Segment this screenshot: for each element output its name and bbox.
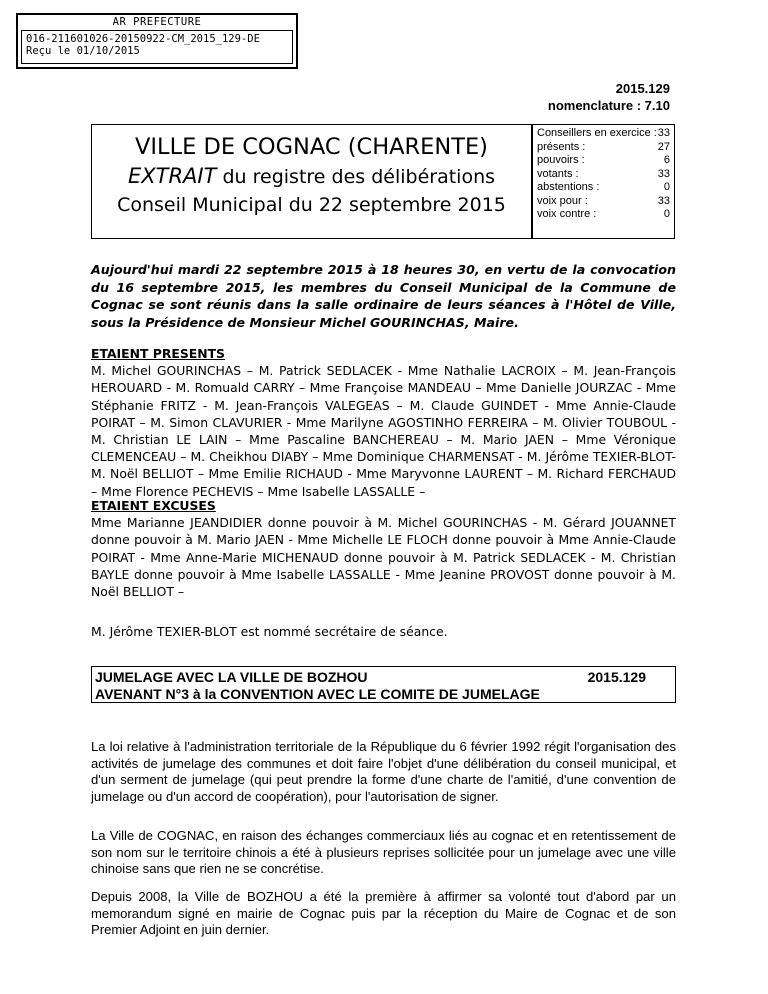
document-title-box: [91, 124, 532, 239]
stat-value: 0: [663, 208, 670, 220]
stat-label: présents :: [537, 140, 586, 153]
stat-label: voix contre :: [537, 208, 597, 220]
body-paragraph: La Ville de COGNAC, en raison des échanges commerciaux liés au cognac et en retentissement de son nom sur le territoire chinois a été à plusieurs reprises sollicitée pour un jumelage avec une ville chinoise sans que rien ne se concrétise.: [91, 828, 676, 876]
stamp-inner-box: [21, 30, 293, 64]
stat-row: [537, 181, 670, 195]
subject-subtitle: AVENANT N°3 à la CONVENTION AVEC LE COMITE DE JUMELAGE: [95, 686, 540, 702]
session-intro: Aujourd'hui mardi 22 septembre 2015 à 18 heures 30, en vertu de la convocation du 16 septembre 2015, les membres du Conseil Municipal de la Commune de Cognac se sont réunis dans la salle ordinaire de leurs séances à l'Hôtel de Ville, sous la Présidence de Monsieur Michel GOURINCHAS, Maire.: [91, 262, 676, 330]
stat-label: votants :: [537, 167, 579, 180]
presents-section: [91, 345, 676, 500]
subject-first-line: [95, 669, 672, 686]
stat-label: abstentions :: [537, 181, 600, 193]
stat-row: [537, 168, 670, 182]
stat-value: 27: [657, 140, 670, 153]
stamp-received-line: Reçu le 01/10/2015: [26, 45, 140, 57]
stat-label: Conseillers en exercice :: [537, 127, 657, 139]
nomenclature: nomenclature : 7.10: [547, 98, 670, 113]
secretaire-line: M. Jérôme TEXIER-BLOT est nommé secrétaire de séance.: [91, 624, 448, 639]
excuses-list: Mme Marianne JEANDIDIER donne pouvoir à M. Michel GOURINCHAS - M. Gérard JOUANNET donne pouvoir à M. Mario JAEN - Mme Michelle LE FLOCH donne pouvoir à Mme Annie-Claude POIRAT - Mme Anne-Marie MICHENAUD donne pouvoir à M. Patrick SEDLACEK - M. Christian BAYLE donne pouvoir à Mme Isabelle LASSALLE - Mme Jeanine PROVOST donne pouvoir à M. Noël BELLIOT –: [91, 515, 676, 600]
stat-row: [537, 127, 670, 141]
stat-value: 0: [663, 181, 670, 193]
stamp-reference-line: 016-211601026-20150922-CM_2015_129-DE: [26, 33, 260, 45]
subject-title: JUMELAGE AVEC LA VILLE DE BOZHOU: [95, 669, 368, 685]
stat-value: 6: [663, 154, 670, 166]
presents-list: M. Michel GOURINCHAS – M. Patrick SEDLACEK - Mme Nathalie LACROIX – M. Jean-François HEROUARD - M. Romuald CARRY – Mme Françoise MANDEAU – Mme Danielle JOURZAC - Mme Stéphanie FRITZ - M. Jean-François VALEGEAS – M. Claude GUINDET - Mme Annie-Claude POIRAT – M. Simon CLAVURIER - Mme Marilyne AGOSTINHO FERREIRA – M. Olivier TOUBOUL - M. Christian LE LAIN – Mme Pascaline BANCHEREAU – M. Mario JAEN – Mme Véronique CLEMENCEAU – M. Cheikhou DIABY – Mme Dominique CHARMENSAT - M. Jérôme TEXIER-BLOT- M. Noël BELLIOT – Mme Emilie RICHAUD - Mme Maryvonne LAURENT – M. Richard FERCHAUD – Mme Florence PECHEVIS – Mme Isabelle LASSALLE –: [91, 363, 676, 499]
subject-box: [91, 666, 676, 703]
stat-value: 33: [657, 167, 670, 180]
prefecture-stamp: [16, 13, 298, 69]
body-paragraph: Depuis 2008, la Ville de BOZHOU a été la première à affirmer sa volonté tout d'abord par un memorandum signé en mairie de Cognac puis par la réception du Maire de Cognac et de son Premier Adjoint en juin dernier.: [91, 889, 676, 937]
stat-label: voix pour :: [537, 194, 588, 207]
stat-row: [537, 154, 670, 168]
stat-row: [537, 208, 670, 222]
extrait-word: EXTRAIT: [127, 164, 217, 188]
registry-text: du registre des délibérations: [216, 166, 496, 188]
city-title: VILLE DE COGNAC (CHARENTE): [135, 134, 488, 160]
registry-subtitle: [92, 162, 531, 191]
stamp-title: AR PREFECTURE: [112, 16, 202, 28]
council-date: Conseil Municipal du 22 septembre 2015: [117, 194, 506, 216]
stat-value: 33: [657, 194, 670, 207]
deliberation-number: 2015.129: [615, 81, 670, 96]
stat-value: 33: [657, 127, 670, 139]
vote-stats-box: [532, 124, 675, 239]
deliberation-reference: [548, 80, 670, 114]
excuses-section: [91, 497, 676, 600]
stat-row: [537, 195, 670, 209]
presents-title: ETAIENT PRESENTS: [91, 346, 225, 361]
excuses-title: ETAIENT EXCUSES: [91, 498, 216, 513]
subject-number: 2015.129: [587, 669, 646, 685]
stat-label: pouvoirs :: [537, 154, 585, 166]
stat-row: [537, 141, 670, 155]
body-paragraph: La loi relative à l'administration territoriale de la République du 6 février 1992 régit l'organisation des activités de jumelage des communes et doit faire l'objet d'une délibération du conseil municipal, et d'un serment de jumelage (qui peut prendre la forme d'une charte de l'amitié, d'une convention de jumelage ou d'un accord de coopération), pour l'autorisation de signer.: [91, 739, 676, 804]
